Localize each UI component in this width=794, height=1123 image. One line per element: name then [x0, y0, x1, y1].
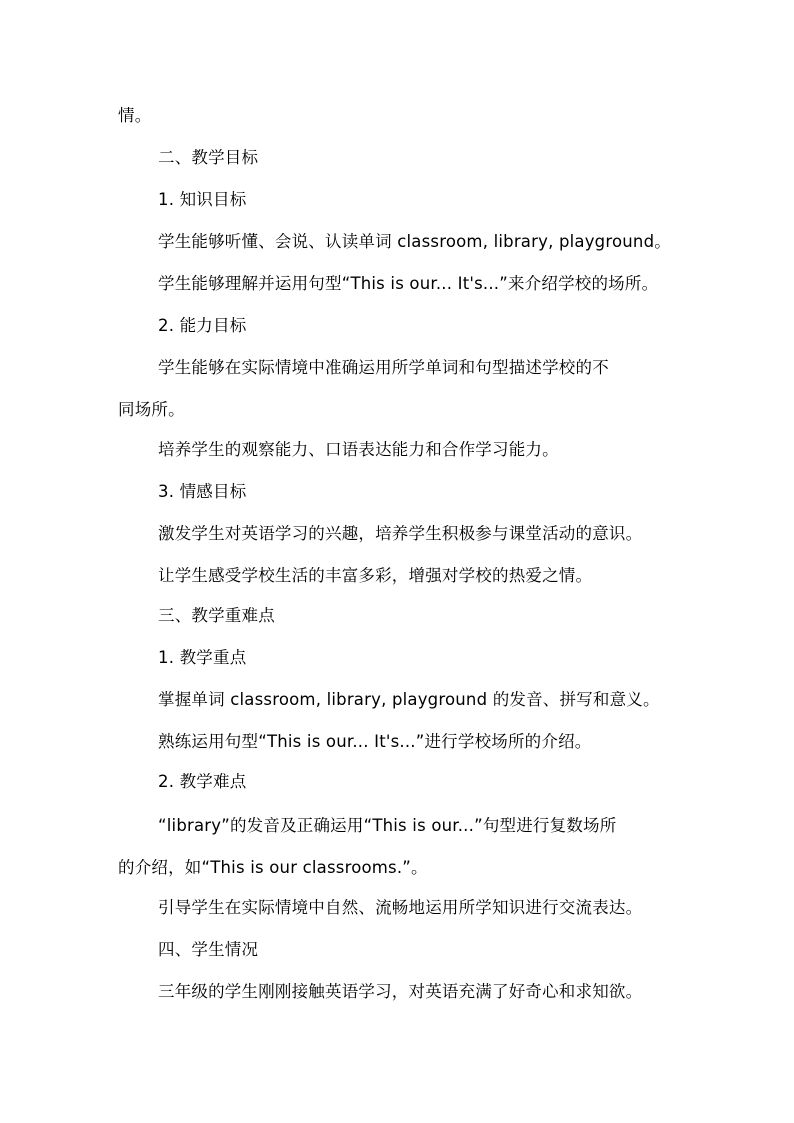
paragraph-line: 熟练运用句型“This is our... It's...”进行学校场所的介绍。: [158, 732, 592, 751]
section-heading-key-difficult-points: 三、教学重难点: [158, 606, 275, 625]
paragraph-line: 学生能够理解并运用句型“This is our... It's...”来介绍学校的场所。: [158, 274, 659, 293]
paragraph-line: 掌握单词 classroom, library, playground 的发音、拼写和意义。: [158, 690, 660, 709]
paragraph-line: 三年级的学生刚刚接触英语学习，对英语充满了好奇心和求知欲。: [158, 982, 643, 1001]
paragraph-line: 激发学生对英语学习的兴趣，培养学生积极参与课堂活动的意识。: [158, 524, 643, 543]
subheading-ability-objectives: 2. 能力目标: [158, 316, 247, 335]
text-line-continuation: 情。: [118, 106, 152, 125]
paragraph-line: 让学生感受学校生活的丰富多彩，增强对学校的热爱之情。: [158, 566, 593, 585]
paragraph-line: 培养学生的观察能力、口语表达能力和合作学习能力。: [158, 440, 559, 459]
paragraph-line-continuation: 同场所。: [118, 400, 185, 419]
paragraph-line: “library”的发音及正确运用“This is our...”句型进行复数场所: [158, 816, 617, 835]
paragraph-line-continuation: 的介绍，如“This is our classrooms.”。: [118, 858, 428, 877]
subheading-key-points: 1. 教学重点: [158, 648, 247, 667]
paragraph-line: 学生能够听懂、会说、认读单词 classroom, library, playground。: [158, 232, 671, 251]
subheading-emotional-objectives: 3. 情感目标: [158, 482, 247, 501]
subheading-knowledge-objectives: 1. 知识目标: [158, 190, 247, 209]
subheading-difficult-points: 2. 教学难点: [158, 772, 247, 791]
section-heading-student-situation: 四、学生情况: [158, 940, 259, 959]
paragraph-line: 学生能够在实际情境中准确运用所学单词和句型描述学校的不: [158, 358, 609, 377]
section-heading-teaching-objectives: 二、教学目标: [158, 148, 259, 167]
paragraph-line: 引导学生在实际情境中自然、流畅地运用所学知识进行交流表达。: [158, 898, 643, 917]
